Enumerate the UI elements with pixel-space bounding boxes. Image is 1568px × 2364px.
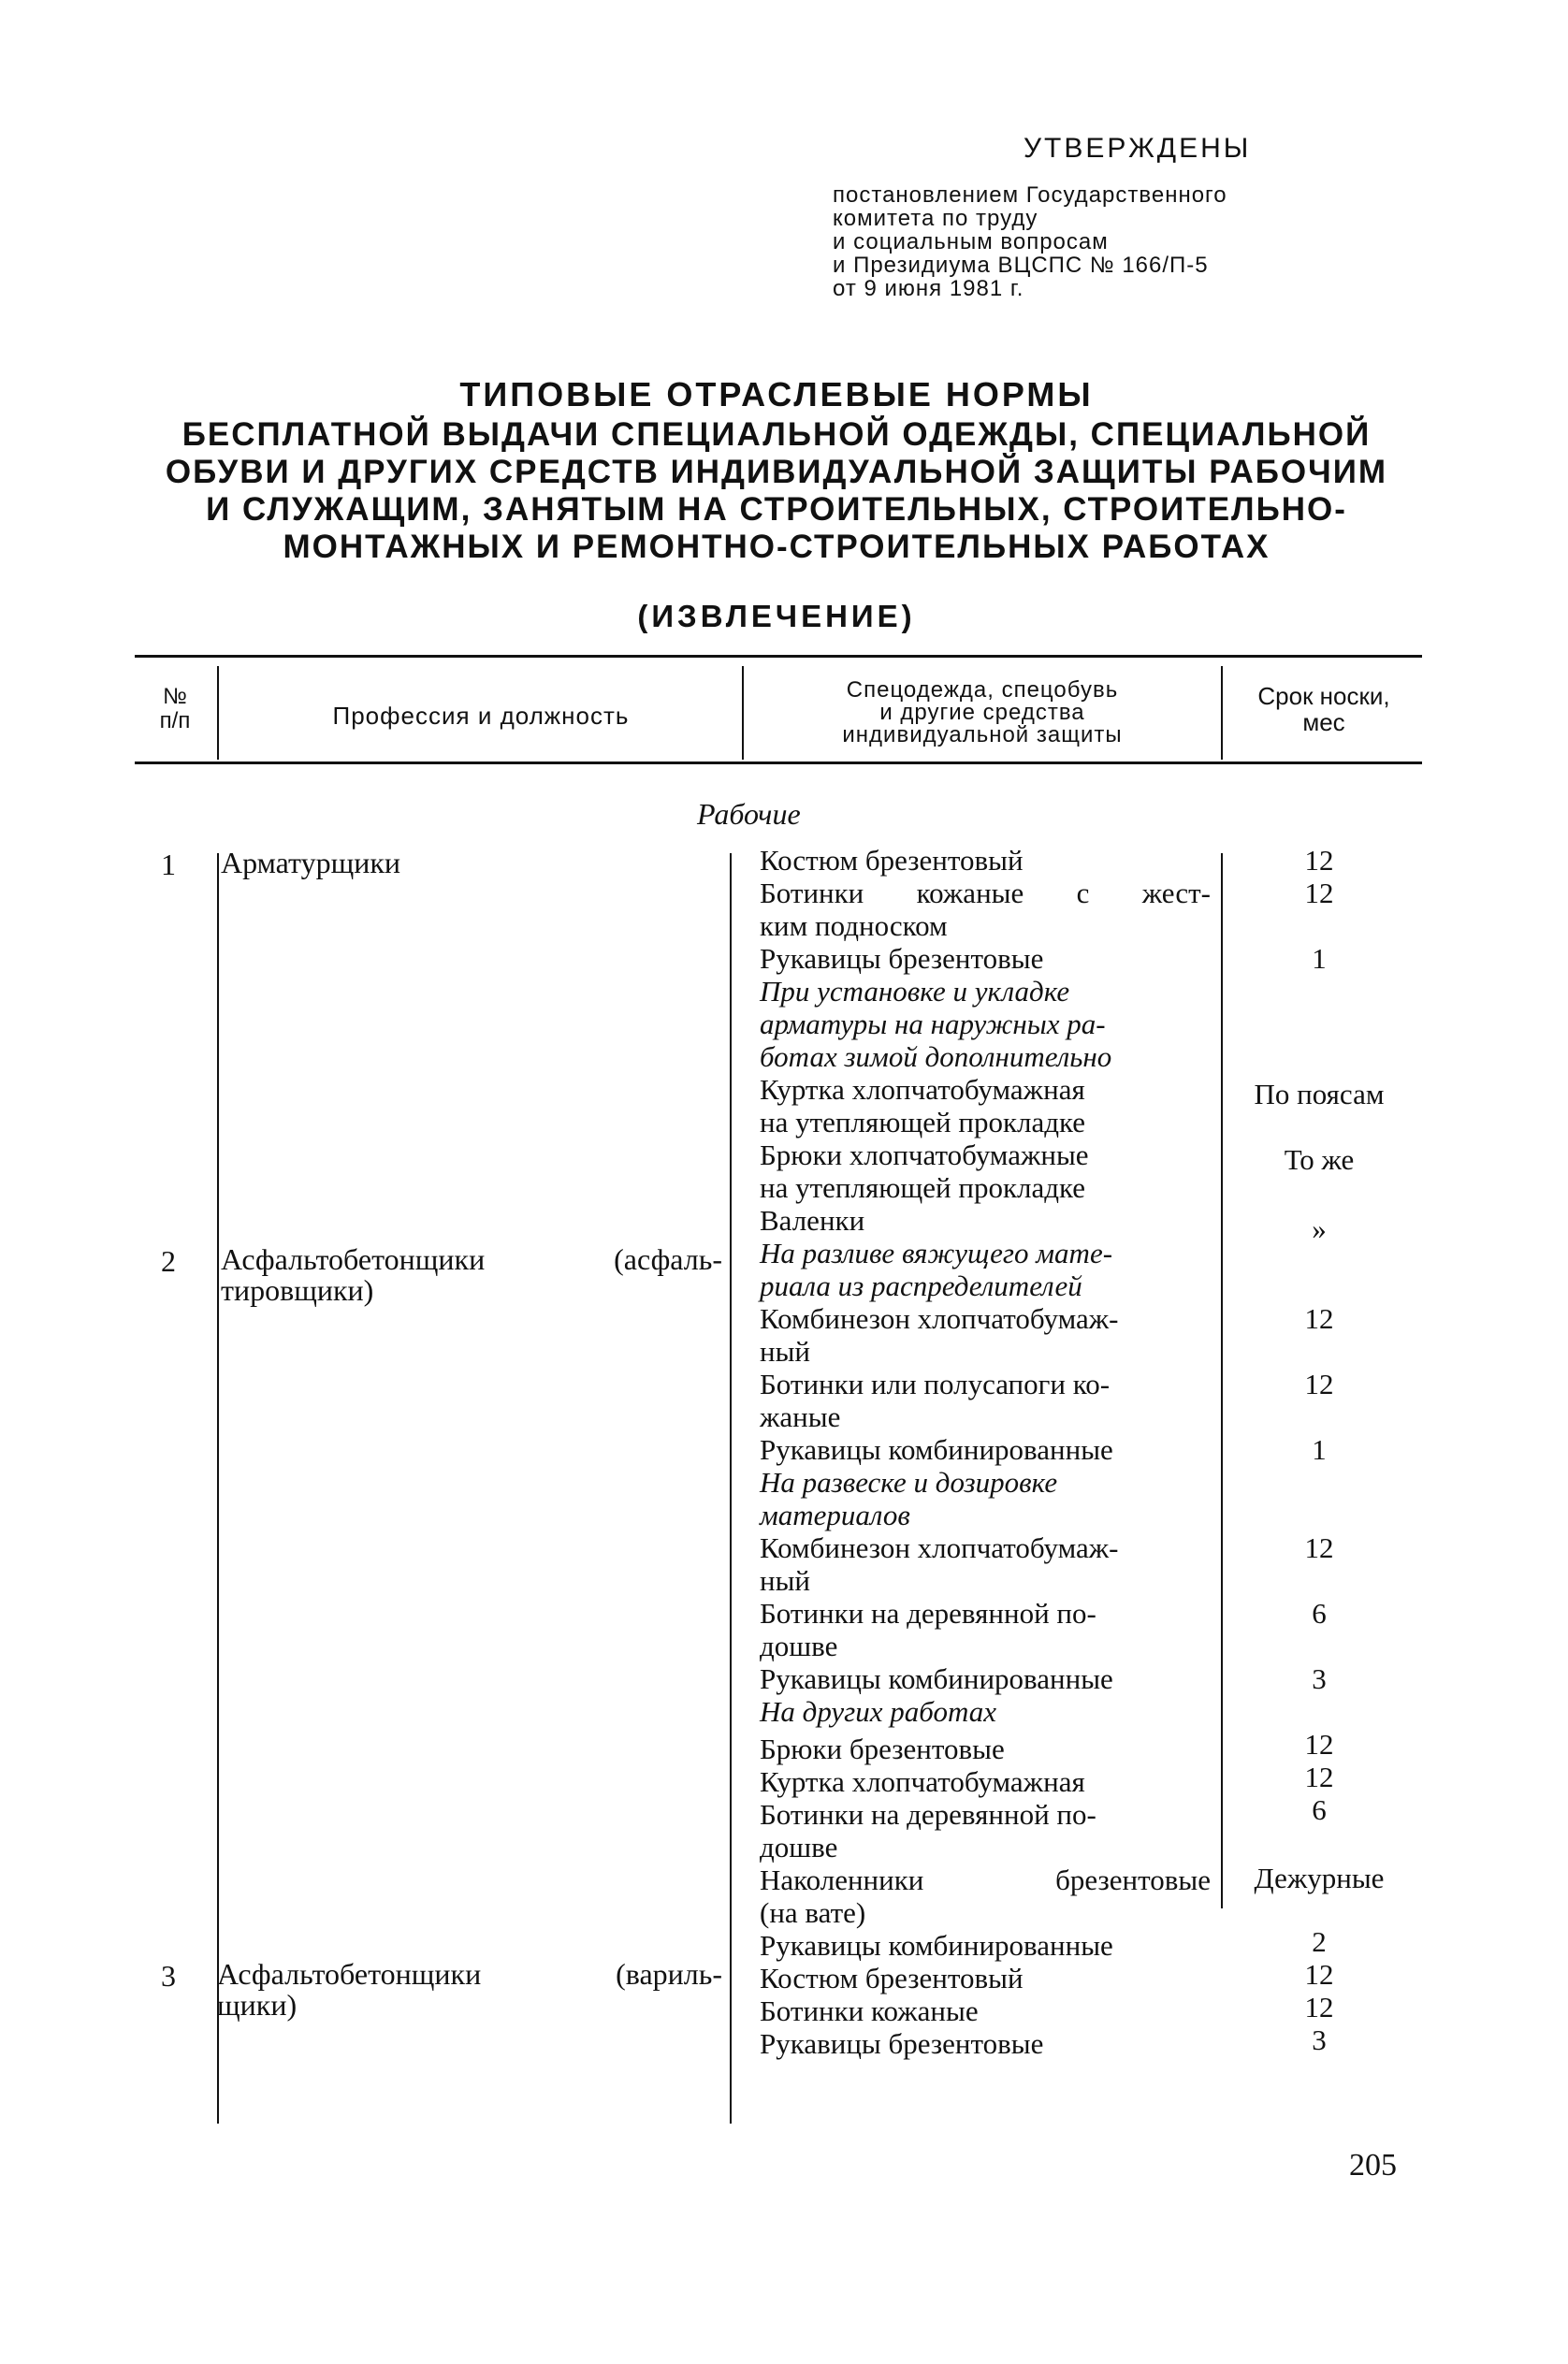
term-cell: 12 <box>1304 1531 1334 1564</box>
profession-line: Арматурщики <box>221 846 401 879</box>
term-cell: » <box>1312 1212 1327 1245</box>
header-items-line: Спецодежда, спецобувь <box>846 677 1119 703</box>
item-line: на утепляющей прокладке <box>760 1171 1086 1204</box>
term-cell: 1 <box>1312 942 1327 975</box>
term-cell: 12 <box>1304 1761 1334 1793</box>
item-cell <box>760 1994 1211 2027</box>
header-number-line: № <box>163 684 187 709</box>
item-line: Костюм брезентовый <box>760 844 1024 877</box>
profession-word: (асфаль- <box>614 1242 722 1276</box>
item-word: брезентовые <box>1055 1864 1211 1896</box>
item-cell <box>760 1798 1211 1864</box>
term-cell: Дежурные <box>1254 1862 1385 1894</box>
item-word: кожаные <box>916 877 1024 909</box>
item-line: Валенки <box>760 1204 865 1237</box>
item-line: Рукавицы комбинированные <box>760 1433 1113 1466</box>
item-line: Ботинки на деревянной по- <box>760 1597 1096 1630</box>
item-cell <box>760 1138 1211 1204</box>
item-line: На разливе вяжущего мате- <box>760 1237 1113 1269</box>
item-line: Рукавицы брезентовые <box>760 2027 1044 2060</box>
item-line: на утепляющей прокладке <box>760 1106 1086 1138</box>
approval-line: постановлением Государственного <box>833 182 1227 208</box>
header-number-line: п/п <box>159 708 191 733</box>
approval-text <box>833 183 1227 300</box>
profession-word: Асфальтобетонщики <box>217 1957 482 1991</box>
column-divider <box>217 666 219 760</box>
item-line: Комбинезон хлопчатобумаж- <box>760 1531 1119 1564</box>
item-line <box>760 1864 1211 1896</box>
term-cell: 6 <box>1312 1597 1327 1630</box>
title-line: ОБУВИ И ДРУГИХ СРЕДСТВ ИНДИВИДУАЛЬНОЙ ЗАЩИТЫ РАБОЧИМ <box>165 454 1388 490</box>
item-word: Ботинки <box>760 877 864 909</box>
term-cell: То же <box>1284 1143 1355 1176</box>
title-line: БЕСПЛАТНОЙ ВЫДАЧИ СПЕЦИАЛЬНОЙ ОДЕЖДЫ, СПЕЦИАЛЬНОЙ <box>181 416 1372 453</box>
item-line <box>760 877 1211 909</box>
item-line: Комбинезон хлопчатобумаж- <box>760 1302 1119 1335</box>
item-line: материалов <box>760 1499 910 1531</box>
column-divider <box>742 666 744 760</box>
item-line: Костюм брезентовый <box>760 1962 1024 1994</box>
page-number: 205 <box>1349 2148 1397 2183</box>
title-line: ТИПОВЫЕ ОТРАСЛЕВЫЕ НОРМЫ <box>459 375 1094 413</box>
column-divider <box>1221 853 1223 1908</box>
profession-word: (вариль- <box>616 1957 722 1991</box>
item-note <box>760 1237 1211 1302</box>
header-term-line: Срок носки, <box>1257 682 1390 710</box>
item-line: ботах зимой дополнительно <box>760 1040 1112 1073</box>
profession-cell <box>221 1244 722 1306</box>
table-header-rule <box>135 761 1422 764</box>
item-cell <box>760 1204 1211 1237</box>
header-items-line: и другие средства <box>879 700 1085 725</box>
title-line: И СЛУЖАЩИМ, ЗАНЯТЫМ НА СТРОИТЕЛЬНЫХ, СТРОИТЕЛЬНО- <box>206 491 1347 528</box>
term-cell: 12 <box>1304 1991 1334 2023</box>
header-items-line: индивидуальной защиты <box>842 722 1123 747</box>
header-term <box>1226 683 1422 735</box>
header-profession: Профессия и должность <box>332 702 630 730</box>
item-line: Ботинки кожаные <box>760 1994 979 2027</box>
item-cell <box>760 1929 1211 1962</box>
item-line: дошве <box>760 1831 838 1864</box>
item-line: (на вате) <box>760 1896 866 1929</box>
profession-word: Асфальтобетонщики <box>221 1242 486 1276</box>
item-note <box>760 975 1211 1073</box>
term-cell: 12 <box>1304 844 1334 877</box>
item-line: арматуры на наружных ра- <box>760 1008 1106 1040</box>
document-subtitle: (ИЗВЛЕЧЕНИЕ) <box>637 599 916 633</box>
column-divider <box>217 853 219 2124</box>
item-cell <box>760 1531 1211 1597</box>
item-line: жаные <box>760 1400 841 1433</box>
item-cell <box>760 1368 1211 1433</box>
item-line: Ботинки или полусапоги ко- <box>760 1368 1111 1400</box>
item-cell <box>760 1864 1211 1929</box>
profession-line <box>217 1959 722 1990</box>
profession-line: щики) <box>217 1988 298 2022</box>
item-line: На других работах <box>760 1695 996 1728</box>
item-line: Рукавицы комбинированные <box>760 1662 1113 1695</box>
profession-cell <box>221 848 722 878</box>
header-items <box>745 679 1220 747</box>
item-cell <box>760 1597 1211 1662</box>
approval-line: и социальным вопросам <box>833 229 1109 254</box>
term-cell: 12 <box>1304 1368 1334 1400</box>
table-top-rule <box>135 655 1422 658</box>
section-label: Рабочие <box>697 797 801 831</box>
column-divider <box>730 853 732 2124</box>
approval-line: и Президиума ВЦСПС № 166/П-5 <box>833 253 1209 278</box>
term-cell: По поясам <box>1254 1078 1385 1110</box>
item-line: ким подноском <box>760 909 948 942</box>
approval-line: комитета по труду <box>833 206 1038 231</box>
item-cell <box>760 1733 1211 1765</box>
item-word: Наколенники <box>760 1864 924 1896</box>
item-line: Рукавицы комбинированные <box>760 1929 1113 1962</box>
row-number: 3 <box>161 1959 176 1993</box>
term-cell: 12 <box>1304 877 1334 909</box>
item-line: Куртка хлопчатобумажная <box>760 1073 1085 1106</box>
item-cell <box>760 1662 1211 1695</box>
item-line: Брюки брезентовые <box>760 1733 1005 1765</box>
item-cell <box>760 844 1211 877</box>
item-cell <box>760 942 1211 975</box>
term-cell: 3 <box>1312 1662 1327 1695</box>
column-divider <box>1221 666 1223 760</box>
item-cell <box>760 2027 1211 2060</box>
item-cell <box>760 1302 1211 1368</box>
row-number: 1 <box>161 848 176 881</box>
term-cell: 12 <box>1304 1302 1334 1335</box>
item-line: ный <box>760 1335 811 1368</box>
term-cell: 6 <box>1312 1793 1327 1826</box>
item-line: Куртка хлопчатобумажная <box>760 1765 1085 1798</box>
item-cell <box>760 1433 1211 1466</box>
title-line: МОНТАЖНЫХ И РЕМОНТНО-СТРОИТЕЛЬНЫХ РАБОТАХ <box>283 529 1270 565</box>
header-number <box>135 685 215 733</box>
item-line: Рукавицы брезентовые <box>760 942 1044 975</box>
profession-cell <box>217 1959 722 2021</box>
item-line: Брюки хлопчатобумажные <box>760 1138 1089 1171</box>
item-cell <box>760 1962 1211 1994</box>
row-number: 2 <box>161 1244 176 1278</box>
item-word: жест- <box>1141 877 1211 909</box>
term-cell: 3 <box>1312 2023 1327 2056</box>
term-cell: 2 <box>1312 1925 1327 1958</box>
approval-heading: УТВЕРЖДЕНЫ <box>1024 133 1252 164</box>
item-cell <box>760 1073 1211 1138</box>
document-title <box>131 374 1422 634</box>
item-line: риала из распределителей <box>760 1269 1082 1302</box>
item-note <box>760 1466 1211 1531</box>
header-term-line: мес <box>1302 708 1345 736</box>
item-cell <box>760 877 1211 942</box>
item-line: ный <box>760 1564 811 1597</box>
term-cell: 1 <box>1312 1433 1327 1466</box>
profession-line <box>221 1244 722 1275</box>
term-cell: 12 <box>1304 1728 1334 1761</box>
item-line: На развеске и дозировке <box>760 1466 1058 1499</box>
item-line: Ботинки на деревянной по- <box>760 1798 1096 1831</box>
item-cell <box>760 1765 1211 1798</box>
item-note <box>760 1695 1211 1728</box>
item-line: При установке и укладке <box>760 975 1070 1008</box>
item-word: с <box>1076 877 1090 909</box>
approval-line: от 9 июня 1981 г. <box>833 276 1024 301</box>
item-line: дошве <box>760 1630 838 1662</box>
profession-line: тировщики) <box>221 1273 374 1307</box>
term-cell: 12 <box>1304 1958 1334 1991</box>
